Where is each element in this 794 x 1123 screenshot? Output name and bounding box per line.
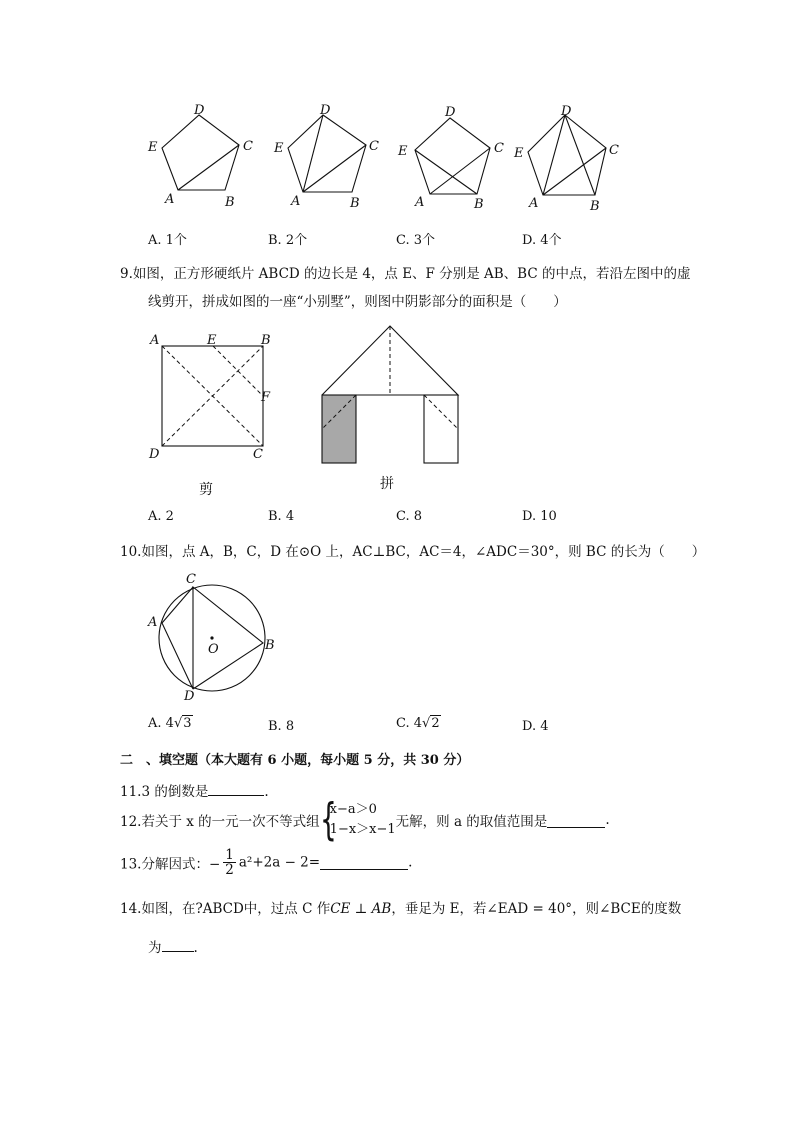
fig2-label-c: C bbox=[369, 139, 379, 154]
circle-label-d: D bbox=[184, 689, 195, 703]
fraction-one-half: $\frac{1}{2}$ bbox=[225, 847, 234, 878]
q8-option-b[interactable]: B. 2个 bbox=[268, 233, 308, 248]
q14-answer-blank[interactable] bbox=[162, 937, 194, 952]
fig3-label-c: C bbox=[494, 141, 504, 156]
sqrt-3: √3 bbox=[173, 716, 192, 731]
q14-line1: 14.如图，在?ABCD中，过点 C 作CE ⊥ AB，垂足为 E，若∠EAD = 40°，则∠BCE的度数 bbox=[120, 901, 682, 917]
fig4-label-a: A bbox=[529, 196, 539, 210]
q9-text-line1: 9.如图，正方形硬纸片 ABCD 的边长是 4，点 E、F 分别是 AB、BC 的中点，若沿左图中的虚 bbox=[120, 266, 691, 282]
q10-option-b[interactable]: B. 8 bbox=[268, 719, 295, 734]
inequality-system: { x−a＞0 1−x＞x−1 bbox=[319, 794, 396, 845]
q12-line: 12.若关于 x 的一元一次不等式组 { x−a＞0 1−x＞x−1 无解，则 a 的取值范围是 . bbox=[120, 794, 610, 845]
circle-label-a: A bbox=[148, 615, 158, 630]
q8-option-c[interactable]: C. 3个 bbox=[396, 233, 436, 248]
circle-label-c: C bbox=[186, 572, 196, 587]
q11-line: 11.3 的倒数是 . bbox=[120, 780, 269, 800]
pentagon-figure-1 bbox=[162, 115, 239, 190]
fig1-label-c: C bbox=[243, 139, 253, 154]
fig3-label-a: A bbox=[415, 195, 425, 210]
square-label-a: A bbox=[150, 333, 160, 348]
q9-option-c[interactable]: C. 8 bbox=[396, 509, 423, 524]
fig1-label-a: A bbox=[165, 192, 175, 207]
fig2-label-b: B bbox=[350, 196, 360, 210]
q12-answer-blank[interactable] bbox=[547, 813, 605, 828]
fig2-label-e: E bbox=[274, 141, 284, 156]
caption-cut: 剪 bbox=[199, 482, 213, 498]
pentagon-figure-4 bbox=[528, 115, 606, 195]
pentagon-figure-3 bbox=[415, 118, 490, 194]
fig3-label-d: D bbox=[445, 105, 456, 120]
q10-text-line1: 10.如图，点 A，B，C，D 在⊙O 上，AC⊥BC，AC＝4，∠ADC＝30°，则 BC 的长为（ ） bbox=[120, 544, 706, 560]
fig1-label-e: E bbox=[148, 140, 158, 155]
q8-option-d[interactable]: D. 4个 bbox=[522, 233, 562, 248]
section-2-title: 二 、填空题（本大题有 6 小题，每小题 5 分，共 30 分） bbox=[120, 753, 470, 768]
q9-option-a[interactable]: A. 2 bbox=[148, 509, 174, 524]
square-label-e: E bbox=[207, 333, 217, 348]
fig1-label-b: B bbox=[225, 195, 235, 210]
q9-option-d[interactable]: D. 10 bbox=[522, 509, 557, 524]
square-label-f: F bbox=[261, 390, 271, 405]
q8-option-a[interactable]: A. 1个 bbox=[148, 233, 187, 248]
square-label-b: B bbox=[261, 333, 271, 348]
left-brace-icon: { bbox=[319, 794, 337, 845]
pentagon-figure-2 bbox=[288, 115, 366, 192]
caption-assemble: 拼 bbox=[380, 476, 394, 492]
fig4-label-d: D bbox=[561, 104, 572, 119]
q14-line2: 为 . bbox=[148, 936, 198, 956]
q10-circle-figure bbox=[140, 568, 290, 703]
q13-line: 13.分解因式：− $\frac{1}{2}$ a²+2a − 2= . bbox=[120, 847, 413, 878]
q9-option-b[interactable]: B. 4 bbox=[268, 509, 295, 524]
q11-answer-blank[interactable] bbox=[208, 781, 264, 796]
q10-option-c[interactable]: C. 4√2 bbox=[396, 716, 440, 731]
fig4-label-b: B bbox=[590, 199, 600, 210]
q9-square-figure bbox=[140, 325, 290, 470]
q13-answer-blank[interactable] bbox=[320, 855, 408, 870]
q8-figures bbox=[140, 100, 630, 210]
fig1-label-d: D bbox=[194, 103, 205, 118]
fig4-label-c: C bbox=[609, 143, 619, 158]
fig3-label-b: B bbox=[474, 197, 484, 210]
fig2-label-d: D bbox=[320, 103, 331, 118]
sqrt-2: √2 bbox=[422, 716, 440, 731]
q10-option-a[interactable]: A. 4√3 bbox=[148, 716, 192, 731]
fig3-label-e: E bbox=[398, 144, 408, 159]
circle-label-b: B bbox=[265, 638, 275, 653]
fig4-label-e: E bbox=[514, 146, 524, 161]
q9-text-line2: 线剪开，拼成如图的一座“小别墅”，则图中阴影部分的面积是（ ） bbox=[148, 294, 567, 310]
q10-option-d[interactable]: D. 4 bbox=[522, 719, 549, 734]
square-label-d: D bbox=[149, 447, 160, 462]
circle-label-o: O bbox=[208, 642, 219, 657]
q9-house-figure bbox=[318, 322, 463, 470]
square-label-c: C bbox=[253, 447, 263, 462]
fig2-label-a: A bbox=[291, 194, 301, 209]
